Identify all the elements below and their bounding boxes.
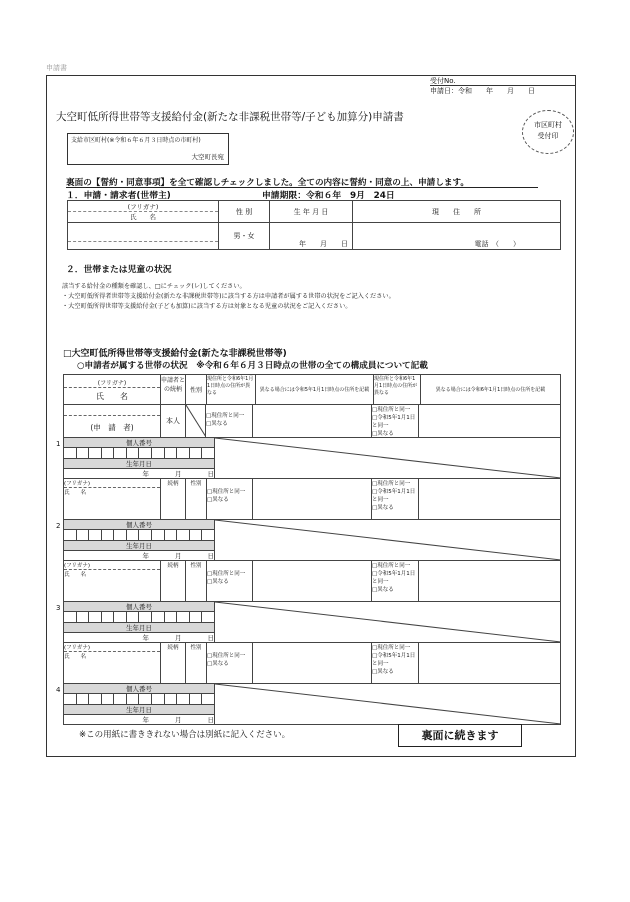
opt2-same-4[interactable]: □現住所と同一 bbox=[372, 645, 411, 651]
row-number-1: 1 bbox=[56, 440, 61, 448]
member-name-label-3: 氏 名 bbox=[64, 572, 87, 578]
member-relation-3[interactable]: 続柄 bbox=[161, 561, 186, 601]
household-subtitle: ○申請者が属する世帯の状況 ※令和６年６月３日時点の世帯の全ての構成員について記載 bbox=[77, 361, 428, 371]
details-slash-2 bbox=[215, 520, 561, 560]
member-gender-3[interactable]: 性別 bbox=[186, 561, 207, 601]
dob-label-2: 生年月日 bbox=[64, 540, 215, 550]
applicant-furigana-label: (フリガナ) bbox=[127, 203, 159, 211]
applicant-phone-label[interactable]: 電話 （ ） bbox=[353, 223, 561, 250]
opt2-r5-3[interactable]: □令和5年1月1日と同一 bbox=[372, 571, 416, 585]
mynumber-input-2[interactable] bbox=[64, 529, 215, 540]
applicant-name-cell[interactable] bbox=[68, 201, 219, 223]
member-name-3[interactable] bbox=[64, 561, 161, 601]
member-block-4 bbox=[56, 643, 561, 725]
mynumber-label-1: 個人番号 bbox=[64, 438, 215, 447]
household-grid bbox=[56, 374, 561, 725]
grid-applicant-gender-slash bbox=[186, 405, 206, 437]
applicant-table bbox=[67, 200, 561, 250]
member-gender-2[interactable]: 性別 bbox=[186, 479, 207, 519]
grid-head-addr1: 現住所と令和6年1月1日時点の住所が異なる bbox=[207, 375, 256, 405]
opt-diff-4[interactable]: □異なる bbox=[207, 661, 229, 667]
member-addr2-opts-4[interactable] bbox=[371, 643, 419, 683]
dob-label-1: 生年月日 bbox=[64, 458, 215, 468]
member-furigana-4: (フリガナ) bbox=[64, 643, 160, 652]
mynumber-input-1[interactable] bbox=[64, 447, 215, 458]
dob-input-3[interactable]: 年 月 日 bbox=[64, 632, 215, 643]
reception-seal bbox=[522, 110, 574, 154]
seal-line1: 市区町村 bbox=[534, 121, 562, 129]
member-row-3 bbox=[63, 561, 561, 602]
opt2-diff[interactable]: □異なる bbox=[372, 431, 394, 437]
grid-header bbox=[63, 374, 561, 405]
details-slash-4 bbox=[215, 684, 561, 724]
opt-diff[interactable]: □異なる bbox=[206, 421, 228, 427]
dob-label-4: 生年月日 bbox=[64, 704, 215, 714]
member-addr2-opts-2[interactable] bbox=[371, 479, 419, 519]
benefit-checkbox[interactable]: □大空町低所得世帯等支援給付金(新たな非課税世帯等) bbox=[63, 349, 287, 359]
section2-note-3: ・大空町低所得世帯等支援給付金(子ども加算)に該当する方は対象となる児童の状況をご記入ください。 bbox=[62, 303, 352, 310]
member-addr1-opts-4[interactable] bbox=[207, 643, 253, 683]
mynumber-input-4[interactable] bbox=[64, 693, 215, 704]
opt-same[interactable]: □現住所と同一 bbox=[206, 413, 245, 419]
dob-label-3: 生年月日 bbox=[64, 622, 215, 632]
dob-input-4[interactable]: 年 月 日 bbox=[64, 714, 215, 725]
grid-head-addr1-note: 異なる場合には令和5年1月1日時点の住所を記載 bbox=[256, 375, 374, 405]
row-number-2: 2 bbox=[56, 522, 61, 530]
grid-head-furigana: (フリガナ) bbox=[64, 378, 160, 388]
section2-note-1: 該当する給付金の種類を確認し、□にチェック(レ)してください。 bbox=[62, 283, 246, 290]
row-number-3: 3 bbox=[56, 604, 61, 612]
grid-head-addr2: 現住所と令和6年1月1日時点の住所が異なる bbox=[374, 375, 421, 405]
opt2-r5[interactable]: □令和5年1月1日と同一 bbox=[372, 415, 416, 429]
opt-same-2[interactable]: □現住所と同一 bbox=[207, 489, 246, 495]
applicant-name-input[interactable] bbox=[68, 223, 219, 250]
opt2-same-3[interactable]: □現住所と同一 bbox=[372, 563, 411, 569]
opt2-same[interactable]: □現住所と同一 bbox=[372, 407, 411, 413]
grid-head-addr2-note: 異なる場合には令和6年1月1日時点の住所を記載 bbox=[421, 375, 561, 405]
opt2-diff-4[interactable]: □異なる bbox=[372, 669, 394, 675]
section2-note-2: ・大空町低所得者世帯等支援給付金(新たな非課税世帯等)に該当する方は申請者が属する世帯の状況をご記入ください。 bbox=[62, 293, 395, 300]
dob-input-1[interactable]: 年 月 日 bbox=[64, 468, 215, 479]
grid-head-relation: 申請者との続柄 bbox=[161, 375, 186, 405]
opt2-r5-2[interactable]: □令和5年1月1日と同一 bbox=[372, 489, 416, 503]
member-relation-2[interactable]: 続柄 bbox=[161, 479, 186, 519]
opt-diff-3[interactable]: □異なる bbox=[207, 579, 229, 585]
member-row-2 bbox=[63, 479, 561, 520]
receipt-line bbox=[430, 85, 575, 86]
member-name-label-2: 氏 名 bbox=[64, 490, 87, 496]
mynumber-label-2: 個人番号 bbox=[64, 520, 215, 529]
member-gender-4[interactable]: 性別 bbox=[186, 643, 207, 683]
opt-same-4[interactable]: □現住所と同一 bbox=[207, 653, 246, 659]
section1-deadline: 申請期限：令和６年 9月 24日 bbox=[262, 191, 395, 201]
grid-applicant-name[interactable] bbox=[64, 405, 161, 437]
member-furigana-3: (フリガナ) bbox=[64, 561, 160, 570]
applicant-dob-input[interactable]: 年 月 日 bbox=[270, 223, 353, 250]
payer-line1: 支給市区町村(※令和６年６月３日時点の市町村) bbox=[71, 137, 201, 144]
payer-line2: 大空町長宛 bbox=[191, 152, 224, 161]
member-name-4[interactable] bbox=[64, 643, 161, 683]
dob-input-2[interactable]: 年 月 日 bbox=[64, 550, 215, 561]
opt2-same-2[interactable]: □現住所と同一 bbox=[372, 481, 411, 487]
mynumber-label-4: 個人番号 bbox=[64, 684, 215, 693]
member-block-3 bbox=[56, 561, 561, 643]
opt2-r5-4[interactable]: □令和5年1月1日と同一 bbox=[372, 653, 416, 667]
pledge-text: 裏面の【誓約・同意事項】を全て確認しチェックしました。全ての内容に誓約・同意の上、申請します。 bbox=[66, 178, 469, 188]
applicant-gender-options[interactable]: 男・女 bbox=[219, 223, 270, 250]
member-addr2-opts-3[interactable] bbox=[371, 561, 419, 601]
member-row-4 bbox=[63, 643, 561, 684]
member-addr1-opts-3[interactable] bbox=[207, 561, 253, 601]
member-details-2 bbox=[56, 520, 561, 561]
grid-head-name bbox=[64, 375, 161, 405]
row-number-4: 4 bbox=[56, 686, 61, 694]
section2-heading: ２．世帯または児童の状況 bbox=[66, 265, 172, 275]
footer-note: ※この用紙に書ききれない場合は別紙に記入ください。 bbox=[79, 730, 291, 740]
section1-heading: １．申請・請求者(世帯主) bbox=[66, 191, 171, 201]
opt-same-3[interactable]: □現住所と同一 bbox=[207, 571, 246, 577]
details-slash-3 bbox=[215, 602, 561, 642]
opt2-diff-3[interactable]: □異なる bbox=[372, 587, 394, 593]
grid-applicant-label: (申 請 者) bbox=[90, 423, 134, 432]
grid-head-gender: 性別 bbox=[186, 375, 207, 405]
grid-applicant-details bbox=[56, 438, 561, 479]
applicant-dob-label: 生 年 月 日 bbox=[270, 201, 353, 223]
opt2-diff-2[interactable]: □異なる bbox=[372, 505, 394, 511]
member-details-4 bbox=[56, 684, 561, 725]
grid-applicant-row bbox=[63, 405, 561, 438]
mynumber-input-3[interactable] bbox=[64, 611, 215, 622]
form-title: 大空町低所得世帯等支援給付金(新たな非課税世帯等/子ども加算分)申請書 bbox=[56, 111, 404, 123]
opt-diff-2[interactable]: □異なる bbox=[207, 497, 229, 503]
applicant-address-label: 現 住 所 bbox=[353, 201, 561, 223]
grid-applicant-addr2-opts[interactable] bbox=[371, 405, 419, 437]
applicant-gender-label: 性 別 bbox=[219, 201, 270, 223]
member-details-3 bbox=[56, 602, 561, 643]
member-block-2 bbox=[56, 479, 561, 561]
details-slash-1 bbox=[215, 438, 561, 478]
grid-applicant-addr1-opts[interactable] bbox=[205, 405, 253, 437]
member-furigana-2: (フリガナ) bbox=[64, 479, 160, 488]
form-tag: 申請書 bbox=[46, 64, 67, 72]
mynumber-label-3: 個人番号 bbox=[64, 602, 215, 611]
member-name-2[interactable] bbox=[64, 479, 161, 519]
applicant-name-label: 氏 名 bbox=[68, 211, 218, 221]
grid-self-label: 本人 bbox=[161, 405, 186, 437]
member-name-label-4: 氏 名 bbox=[64, 654, 87, 660]
apply-date-label: 申請日：令和 年 月 日 bbox=[430, 87, 535, 95]
continue-box: 裏面に続きます bbox=[398, 724, 522, 747]
seal-line2: 受付印 bbox=[537, 132, 559, 141]
receipt-no-label: 受付No. bbox=[430, 77, 456, 85]
grid-head-name-label: 氏 名 bbox=[96, 391, 128, 401]
payer-box bbox=[67, 133, 229, 165]
member-addr1-opts-2[interactable] bbox=[207, 479, 253, 519]
member-relation-4[interactable]: 続柄 bbox=[161, 643, 186, 683]
